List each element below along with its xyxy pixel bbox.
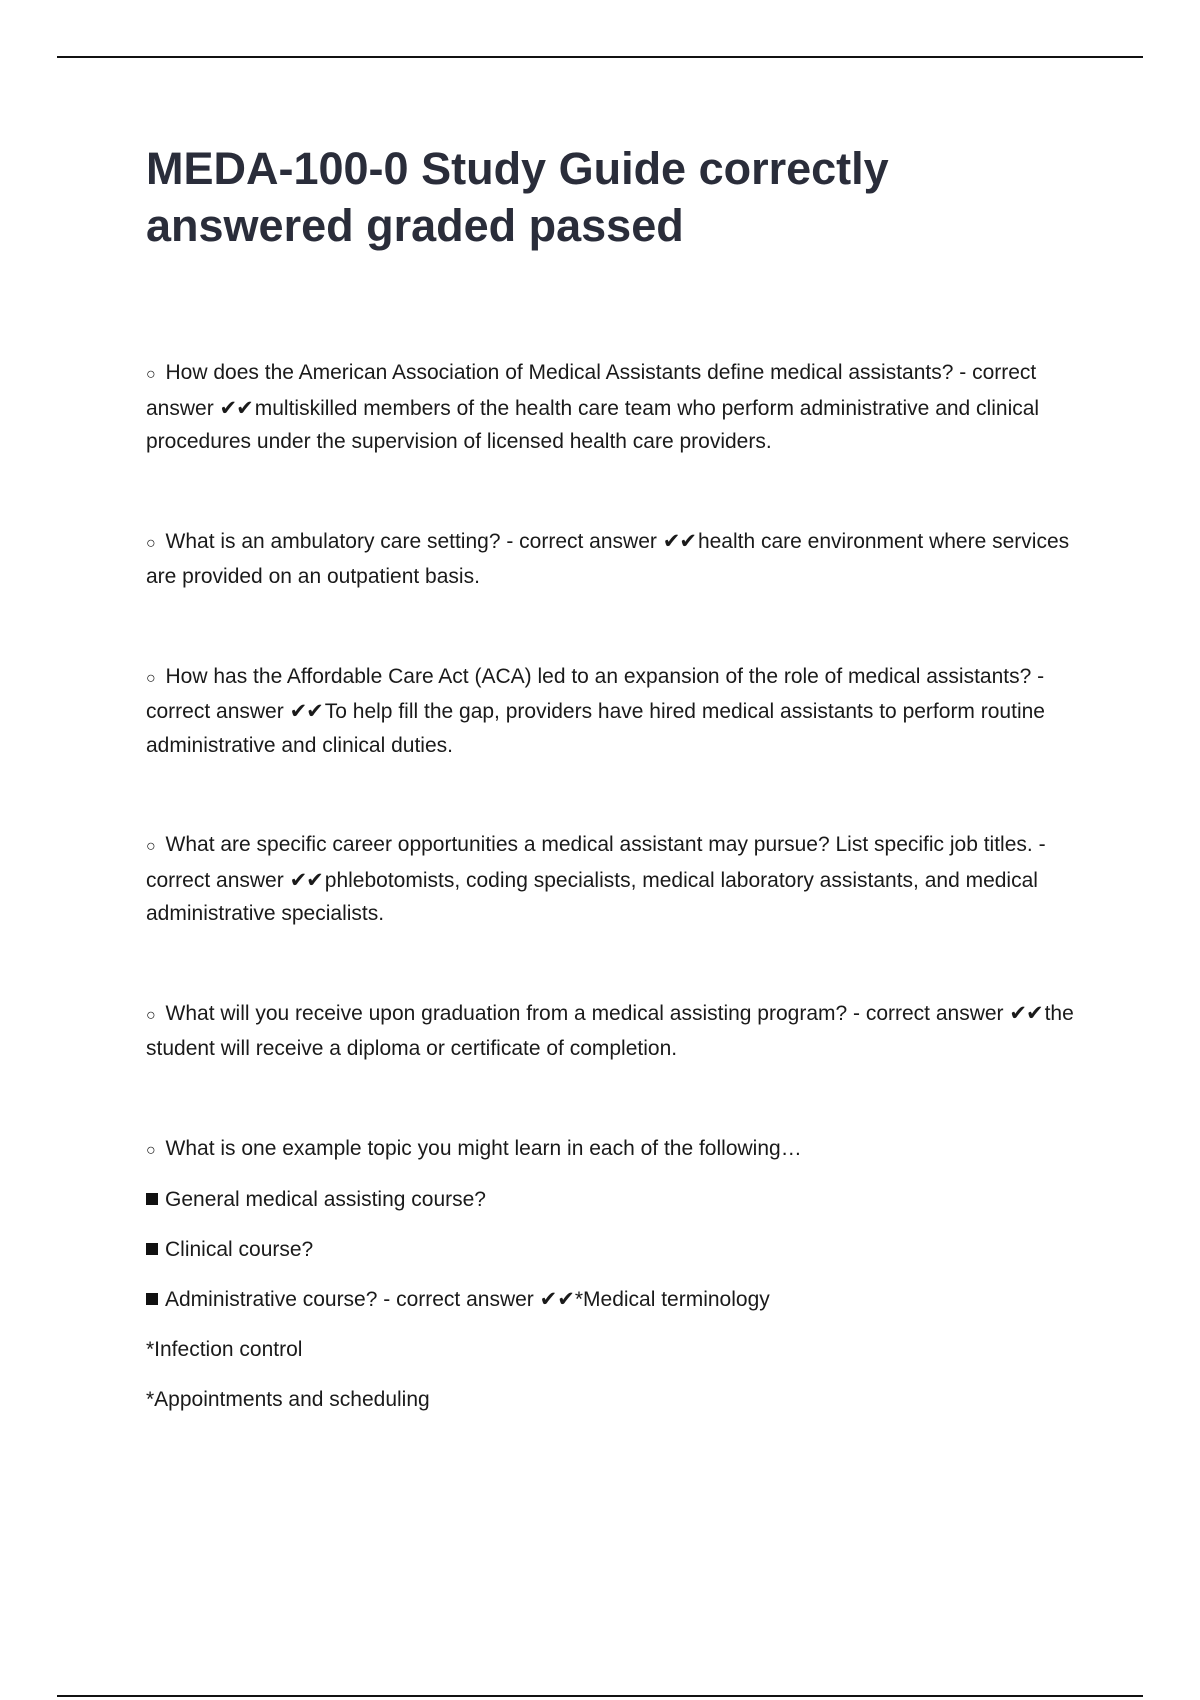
qa-item-multipart [146,1132,1096,1417]
qa-item [146,660,1096,763]
answer-text: *Medical terminology [574,1288,770,1311]
qa-item [146,828,1096,931]
circle-bullet-icon: ○ [146,366,156,383]
answer-text: multiskilled members of the health care team who perform administrative and clinical procedures under the supervision of licensed health care providers. [146,396,1040,453]
sub-item [146,1283,1096,1316]
qa-item [146,525,1096,594]
double-check-icon: ✔✔ [539,1288,575,1311]
qa-list [146,356,1096,1416]
question-text: What are specific career opportunities a medical assistant may pursue? List specific job titles. - correct answer [146,833,1046,892]
bottom-divider [57,1695,1143,1697]
circle-bullet-icon: ○ [146,1141,156,1159]
question-text: How has the Affordable Care Act (ACA) led to an expansion of the role of medical assistants? - correct answer [146,664,1045,723]
double-check-icon: ✔✔ [289,700,323,723]
circle-bullet-icon: ○ [146,838,156,855]
circle-bullet-icon: ○ [146,1006,156,1024]
document-title: MEDA-100-0 Study Guide correctly answered graded passed [146,143,889,251]
top-divider [57,56,1143,58]
sub-item-text: General medical assisting course? [165,1188,486,1211]
sub-item-text: Administrative course? - correct answer [165,1288,534,1311]
qa-item [146,1132,1096,1168]
sub-item [146,1183,1096,1216]
question-text: What is an ambulatory care setting? - correct answer [165,529,657,553]
document-body [146,140,1096,1433]
sub-item-text: Clinical course? [165,1238,314,1261]
answer-text: To help fill the gap, providers have hired medical assistants to perform routine administrative and clinical duties. [146,700,1045,757]
circle-bullet-icon: ○ [146,669,156,687]
double-check-icon: ✔✔ [662,529,696,553]
answer-line: *Appointments and scheduling [146,1388,430,1411]
double-check-icon: ✔✔ [1009,1001,1043,1025]
answer-text: phlebotomists, coding specialists, medical laboratory assistants, and medical administrative specialists. [146,868,1038,925]
double-check-icon: ✔✔ [289,868,323,892]
question-text: What will you receive upon graduation from a medical assisting program? - correct answer [165,1001,1004,1025]
square-bullet-icon [146,1293,158,1305]
answer-text: health care environment where services are provided on an outpatient basis. [146,529,1070,588]
double-check-icon: ✔✔ [219,396,253,420]
square-bullet-icon [146,1243,158,1255]
circle-bullet-icon: ○ [146,534,156,552]
answer-line: *Infection control [146,1338,303,1361]
question-text: How does the American Association of Medical Assistants define medical assistants? - correct answer [146,361,1037,420]
qa-item [146,997,1096,1066]
question-text: What is one example topic you might learn in each of the following… [165,1136,802,1160]
qa-item [146,356,1096,459]
sub-item [146,1233,1096,1266]
square-bullet-icon [146,1193,158,1205]
answer-text: the student will receive a diploma or certificate of completion. [146,1001,1074,1060]
